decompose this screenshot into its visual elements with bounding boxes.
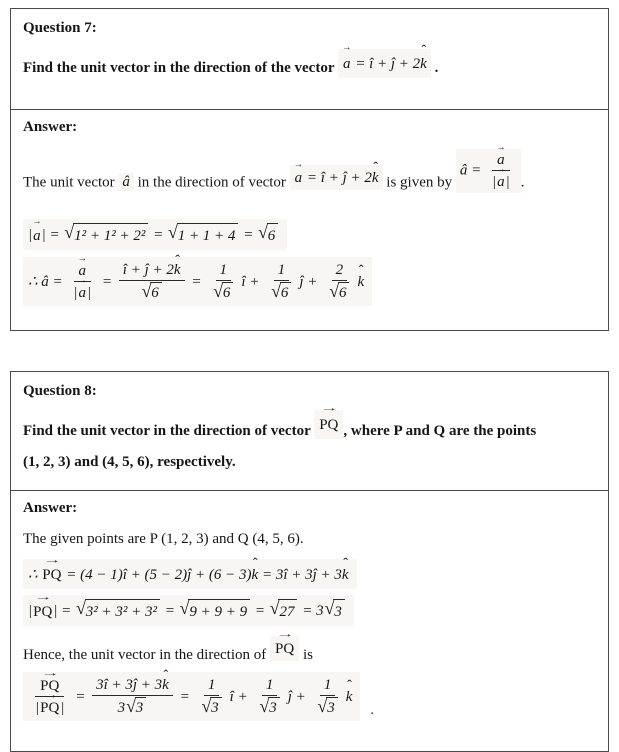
question7-box — [10, 8, 609, 331]
question8-box — [10, 371, 609, 752]
answer7-intro-period: . — [520, 174, 525, 191]
question8-text-run1: Find the unit vector in the direction of vector — [23, 423, 311, 439]
question8-heading: Question 8: — [23, 383, 97, 399]
q7-magnitude-equation: | → a | = √ 1² + 1² + 2² = √ 1 + 1 + 4 = √ 6 — [23, 219, 287, 250]
answer8-heading: Answer: — [23, 500, 78, 516]
answer7-heading: Answer: — [23, 119, 78, 135]
q8-unit-vector-equation-row — [23, 667, 596, 721]
question8-text — [23, 416, 596, 445]
answer7-section — [11, 109, 608, 330]
question7-text — [23, 53, 596, 82]
pq-vector-symbol: → PQ — [314, 410, 343, 439]
q8-unit-vector-equation: → $\frac{PQ}{|\to PQ|}$ = 3î + 3ĵ + 3k ˆ 3 √ 3 = 1 √ 3 î + 1 √ 3 ĵ + 1 √ 3 k ˆ — [23, 672, 360, 721]
answer8-given-points: The given points are P (1, 2, 3) and Q (4, 5, 6). — [23, 531, 304, 547]
answer8-hence-run2: is — [302, 647, 313, 663]
question8-section — [11, 372, 608, 490]
unit-vector-formula: â = → $\frac{a}{|\to a|}$ — [456, 149, 521, 193]
answer8-hence-run1: Hence, the unit vector in the direction of — [23, 647, 267, 663]
answer7-intro-run1: The unit vector — [23, 174, 115, 191]
answer7-intro-paragraph — [23, 152, 596, 205]
q7-unit-vector-equation: ∴ â = → $\frac{a}{|\to a|}$ = î + ĵ + 2k ˆ √ 6 = 1 √ 6 î + 1 √ 6 ĵ + 2 √ 6 k ˆ — [23, 257, 372, 306]
question7-text-run: Find the unit vector in the direction of the vector — [23, 60, 335, 76]
vector-a-equation-inline: → a = î + ĵ + 2k ˆ — [290, 165, 383, 190]
answer7-intro-run3: is given by — [386, 174, 453, 191]
q8-pq-vector-equation: ∴ → PQ = (4 − 1)î + (5 − 2)ĵ + (6 − 3) k ˆ = 3î + 3ĵ + 3 k ˆ — [23, 559, 357, 589]
answer7-intro-run2: in the direction of vector — [137, 174, 286, 191]
question7-section — [11, 9, 608, 109]
q8-equation-period: . — [370, 703, 374, 718]
pq-vector-symbol-2: → PQ — [270, 636, 299, 661]
q8-pq-magnitude-equation: | → PQ | = √ 3² + 3² + 3² = √ 9 + 9 + 9 = √ 27 = 3 √ 3 — [23, 595, 354, 626]
question7-heading: Question 7: — [23, 20, 97, 36]
a-hat-symbol: â — [118, 173, 134, 191]
question8-points-line: (1, 2, 3) and (4, 5, 6), respectively. — [23, 454, 236, 470]
answer8-hence-paragraph — [23, 642, 596, 667]
answer8-section — [11, 490, 608, 751]
question7-period: . — [434, 60, 439, 76]
question8-text-run2: , where P and Q are the points — [343, 423, 537, 439]
question7-vector-equation: → a = î + ĵ + 2k ˆ — [338, 49, 431, 78]
